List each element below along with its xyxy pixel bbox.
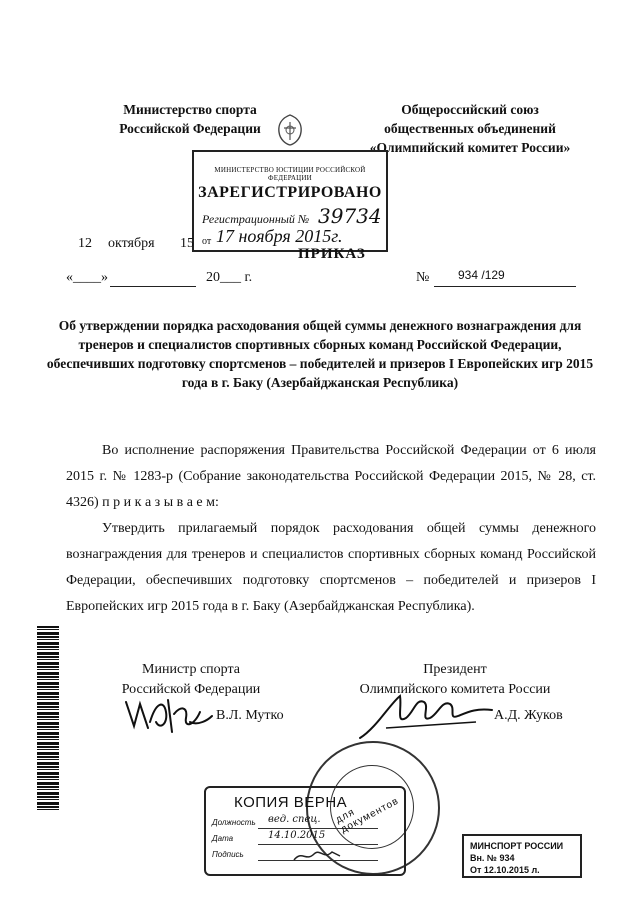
- barcode: [37, 626, 59, 812]
- right-signer-title-line2: Олимпийского комитета России: [359, 682, 551, 697]
- body-paragraph-2-text: Утвердить прилагаемый порядок расходования общей суммы денежного вознаграждения для тренеров и специалистов спортивных сборных команд Российской Федерации, обеспечивших подготовку спортсменов – победителей и призеров I Европейских игр 2015 года в г. Баку (Азербайджанская Республика).: [66, 521, 596, 614]
- minsport-line3: От 12.10.2015 л.: [470, 865, 540, 875]
- copy-verified-stamp: [204, 786, 406, 876]
- registration-number-label: Регистрационный №: [202, 212, 310, 226]
- copy-date-hand: 14.10.2015: [268, 830, 326, 841]
- body-paragraph-1: [66, 438, 596, 516]
- registration-stamp: [192, 150, 388, 252]
- date-day: 12: [78, 236, 92, 251]
- document-title: Об утверждении порядка расходования общей суммы денежного вознаграждения для тренеров и специалистов спортивных сборных команд Российской Федерации, обеспечивших подготовку спортсменов – победителей и призеров I Европейских игр 2015 года в г. Баку (Азербайджанская Республика): [46, 318, 594, 390]
- right-signature-icon: [356, 688, 496, 744]
- copy-position-hand: вед. спец.: [268, 814, 321, 825]
- registration-registered: ЗАРЕГИСТРИРОВАНО: [198, 184, 382, 201]
- copy-date-label: Дата: [212, 834, 234, 843]
- header-right-line2: общественных объединений: [384, 121, 556, 136]
- minsport-line2: Вн. № 934: [470, 853, 515, 863]
- coat-of-arms-icon: [272, 112, 308, 148]
- copy-date-line: [258, 844, 378, 845]
- registration-ministry: МИНИСТЕРСТВО ЮСТИЦИИ РОССИЙСКОЙ ФЕДЕРАЦИИ: [214, 166, 366, 182]
- minsport-stamp: [462, 834, 582, 878]
- header-right-line3: «Олимпийский комитет России»: [369, 140, 571, 155]
- left-signer-title-line1: Министр спорта: [142, 662, 240, 677]
- copy-seal-text: для документов: [334, 795, 401, 836]
- date-open-quote: «____»: [66, 270, 108, 285]
- header-left: [110, 100, 270, 138]
- left-signer-name: В.Л. Мутко: [216, 708, 284, 723]
- left-signature-icon: [120, 692, 216, 740]
- body-paragraph-2: [66, 516, 596, 620]
- left-signer-title-line2: Российской Федерации: [121, 682, 261, 697]
- order-word: ПРИКАЗ: [298, 246, 366, 262]
- header-right-line1: Общероссийский союз: [401, 102, 539, 117]
- header-right: [350, 100, 590, 157]
- number-line: [434, 286, 576, 287]
- date-year-prefix: 20___ г.: [206, 270, 253, 285]
- minsport-line1: МИНСПОРТ РОССИИ: [470, 841, 564, 851]
- copy-signature-label: Подпись: [212, 850, 244, 859]
- copy-position-line: [258, 828, 378, 829]
- right-signer-name: А.Д. Жуков: [494, 708, 563, 723]
- copy-signature-icon: [292, 846, 342, 864]
- date-year-suffix: 15: [180, 236, 194, 251]
- number-label: №: [416, 270, 430, 285]
- month-blank-line: [110, 286, 196, 287]
- body-paragraph-1-text: Во исполнение распоряжения Правительства Российской Федерации от 6 июля 2015 г. № 1283-р (Собрание законодательства Российской Федерации 2015, № 28, ст. 4326) п р и к а з ы в а е м:: [66, 443, 596, 510]
- registration-date: 17 ноября 2015г.: [216, 226, 343, 246]
- header-left-line2: Российской Федерации: [119, 121, 261, 136]
- copy-stamp-title: КОПИЯ ВЕРНА: [234, 794, 348, 811]
- right-signer-title-line1: Президент: [423, 662, 487, 677]
- copy-position-label: Должность: [212, 818, 256, 827]
- registration-number: 39734: [318, 204, 382, 228]
- registration-date-label: от: [202, 236, 212, 247]
- date-month: октября: [108, 236, 155, 251]
- number-value: 934 /129: [458, 268, 505, 282]
- header-left-line1: Министерство спорта: [123, 102, 257, 117]
